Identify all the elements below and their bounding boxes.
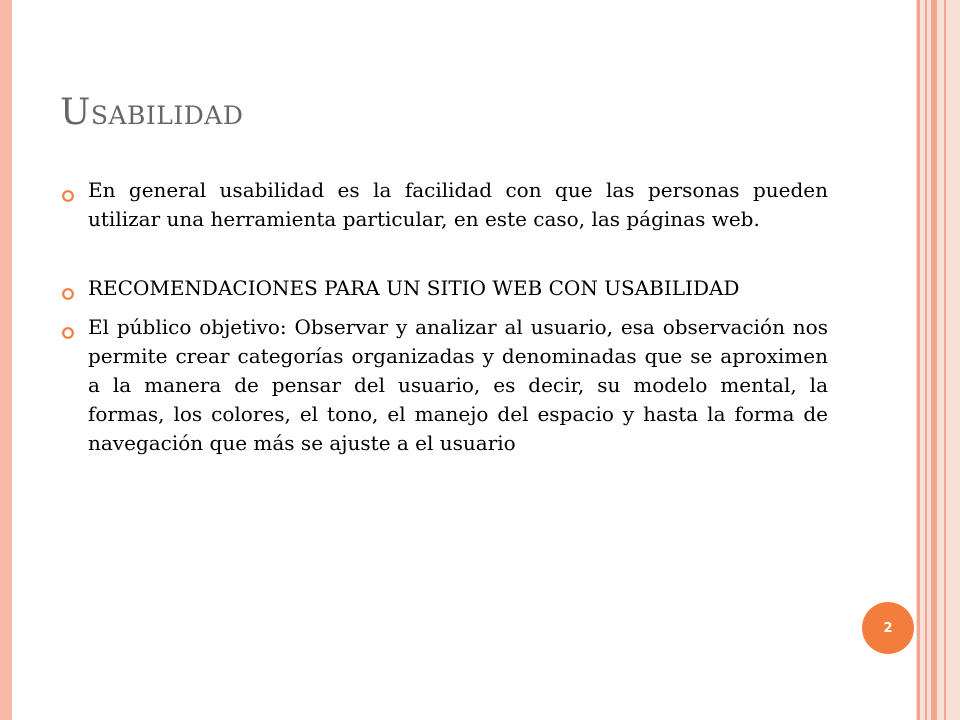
- bullet-text: RECOMENDACIONES PARA UN SITIO WEB CON USABILIDAD: [88, 276, 740, 300]
- bullet-circle-icon: [60, 320, 76, 336]
- bullet-list: [60, 176, 828, 458]
- decorative-stripe: [944, 0, 946, 720]
- bullet-circle-icon: [60, 183, 76, 199]
- left-border: [0, 0, 12, 720]
- bullet-item-usability-definition: [60, 176, 828, 234]
- bullet-item-recommendations: [60, 274, 828, 303]
- slide-title: Usabilidad: [60, 92, 244, 133]
- bullet-text: En general usabilidad es la facilidad con que las personas pueden utilizar una herramienta particular, en este caso, las páginas web.: [88, 178, 828, 231]
- page-number-badge: 2: [862, 602, 914, 654]
- decorative-stripe: [931, 0, 937, 720]
- bullet-text: El público objetivo: Observar y analizar al usuario, esa observación nos permite crear categorías organizadas y denominadas que se aproximen a la manera de pensar del usuario, es decir, su modelo mental, la formas, los colores, el tono, el manejo del espacio y hasta la forma de navegación que más se ajuste a el usuario: [88, 315, 828, 455]
- decorative-stripe: [917, 0, 920, 720]
- bullet-circle-icon: [60, 281, 76, 297]
- right-decorative-border: [916, 0, 960, 720]
- bullet-item-target-audience: [60, 313, 828, 458]
- decorative-stripe: [925, 0, 927, 720]
